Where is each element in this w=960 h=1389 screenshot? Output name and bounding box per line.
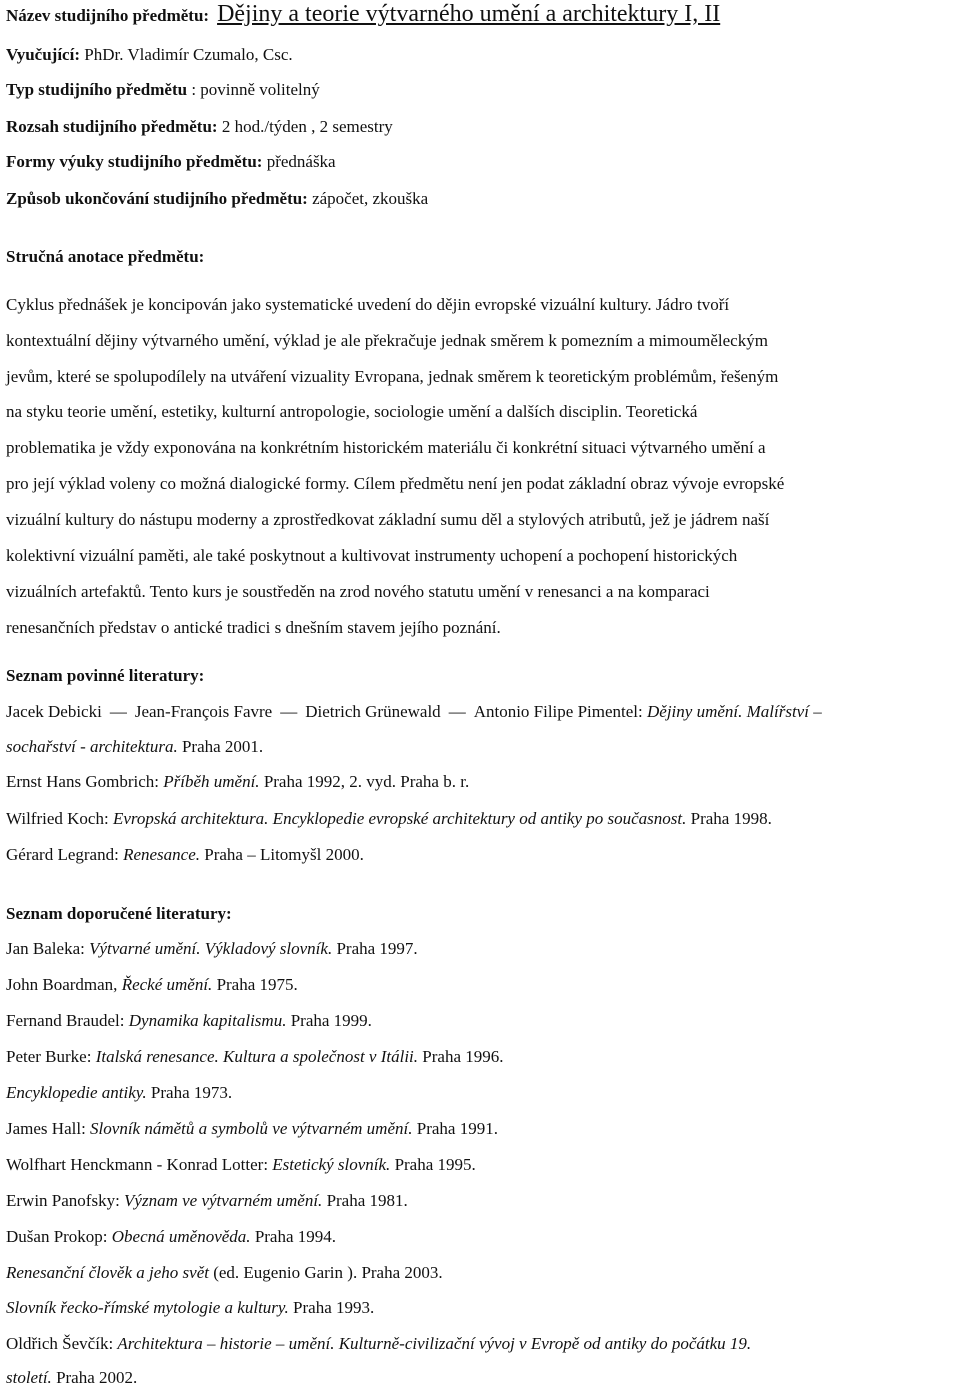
recommended-literature-heading: Seznam doporučené literatury:	[6, 904, 232, 923]
book-title: století.	[6, 1368, 52, 1387]
recommended-entry	[6, 1047, 956, 1067]
author: Ernst Hans Gombrich:	[6, 772, 159, 791]
recommended-entry	[6, 1227, 956, 1247]
course-name-row	[6, 1, 956, 27]
completion-row	[6, 189, 956, 209]
author: Wolfhart Henckmann - Konrad Lotter:	[6, 1155, 269, 1174]
recommended-entry	[6, 1263, 956, 1283]
recommended-entry	[6, 1011, 956, 1031]
recommended-entry	[6, 1191, 956, 1211]
annotation-line: pro její výklad voleny co možná dialogické formy. Cílem předmětu není jen podat základní obraz vývoje evropské	[6, 474, 785, 493]
publication: Praha 1999.	[290, 1011, 372, 1030]
author: John Boardman,	[6, 975, 118, 994]
book-title: Evropská architektura. Encyklopedie evropské architektury od antiky po současnost.	[112, 809, 687, 828]
author: Gérard Legrand:	[6, 845, 119, 864]
required-literature-heading: Seznam povinné literatury:	[6, 666, 205, 685]
publication: (ed. Eugenio Garin ). Praha 2003.	[213, 1263, 443, 1282]
author: Jean-François Favre	[134, 702, 273, 721]
publication: Litomyšl 2000.	[259, 845, 364, 864]
publication: Praha 1993.	[293, 1298, 375, 1317]
em-dash: —	[109, 702, 127, 721]
teacher-row	[6, 45, 956, 65]
publication: Praha 1991.	[416, 1119, 498, 1138]
em-dash: –	[813, 702, 822, 721]
required-entry-3	[6, 809, 956, 829]
recommended-entry	[6, 1298, 956, 1318]
completion-value: zápočet, zkouška	[312, 189, 429, 208]
publication: Praha 1994.	[254, 1227, 337, 1246]
completion-label: Způsob ukončování studijního předmětu:	[6, 189, 308, 208]
author: Oldřich Ševčík:	[6, 1334, 114, 1353]
publication: Praha 1998.	[690, 809, 772, 828]
author: Jan Baleka:	[6, 939, 85, 958]
en-dash: –	[206, 1334, 216, 1353]
author: Fernand Braudel:	[6, 1011, 125, 1030]
publication: Praha 1995.	[394, 1155, 476, 1174]
book-title: Estetický slovník.	[272, 1155, 391, 1174]
recommended-entry	[6, 1334, 956, 1354]
em-dash: –	[247, 845, 256, 864]
annotation-line: Cyklus přednášek je koncipován jako systematické uvedení do dějin evropské vizuální kultury. Jádro tvoří	[6, 295, 730, 314]
annotation-line: problematika je vždy exponována na konkrétním historickém materiálu či konkrétní situaci výtvarného umění a	[6, 438, 766, 457]
annotation-line: jevům, které se spolupodílely na utváření vizuality Evropana, jednak směrem k teoretickým problémům, řešeným	[6, 367, 779, 386]
required-entry-2	[6, 772, 956, 792]
publication: Praha	[204, 845, 243, 864]
recommended-entry-cont	[6, 1368, 956, 1388]
author: Dušan Prokop:	[6, 1227, 108, 1246]
annotation-heading: Stručná anotace předmětu:	[6, 247, 205, 266]
book-title: sochařství - architektura.	[6, 737, 178, 756]
author: Jacek Debicki	[6, 702, 102, 721]
annotation-line: na styku teorie umění, estetiky, kulturní antropologie, sociologie umění a dalších disciplin. Teoretická	[6, 402, 698, 421]
annotation-line: vizuálních artefaktů. Tento kurs je soustředěn na zrod nového statutu umění v renesanci a na komparaci	[6, 582, 710, 601]
book-title: Italská renesance. Kultura a společnost v Itálii.	[95, 1047, 419, 1066]
publication: Praha 1992, 2. vyd. Praha b. r.	[263, 772, 470, 791]
author: Erwin Panofsky:	[6, 1191, 120, 1210]
publication: Praha 1997.	[336, 939, 418, 958]
book-title: Encyklopedie antiky.	[6, 1083, 147, 1102]
annotation-line: kolektivní vizuální paměti, ale také poskytnout a kultivovat instrumenty uchopení a pochopení historických	[6, 546, 738, 565]
annotation-line: vizuální kultury do nástupu moderny a zprostředkovat základní sumu děl a stylových atributů, jež je jádrem naší	[6, 510, 770, 529]
publication: Praha 1975.	[216, 975, 298, 994]
author: Dietrich Grünewald	[305, 702, 441, 721]
scope-value: 2 hod./týden , 2 semestry	[221, 117, 393, 136]
book-title: Význam ve výtvarném umění.	[124, 1191, 323, 1210]
book-title: historie	[219, 1334, 272, 1353]
teacher-label: Vyučující:	[6, 45, 80, 64]
scope-row	[6, 117, 956, 137]
type-value: : povinně volitelný	[191, 80, 320, 99]
book-title: Renesanční člověk a jeho svět	[6, 1263, 209, 1282]
recommended-entry	[6, 1083, 956, 1103]
book-title: Dynamika kapitalismu.	[128, 1011, 287, 1030]
scope-label: Rozsah studijního předmětu:	[6, 117, 218, 136]
annotation-line: renesančních představ o antické tradici s dnešním stavem jejího poznání.	[6, 618, 501, 637]
author: Antonio Filipe Pimentel:	[473, 702, 643, 721]
required-entry-1-cont	[6, 737, 956, 757]
required-entry-4	[6, 845, 956, 865]
publication: Praha 1996.	[422, 1047, 504, 1066]
publication: Praha 2002.	[56, 1368, 138, 1387]
author: Peter Burke:	[6, 1047, 92, 1066]
forms-value: přednáška	[266, 152, 336, 171]
author: James Hall:	[6, 1119, 86, 1138]
type-label: Typ studijního předmětu	[6, 80, 188, 99]
book-title: Renesance.	[123, 845, 200, 864]
teacher-value: PhDr. Vladimír Czumalo, Csc.	[84, 45, 293, 64]
required-entry-1	[6, 702, 956, 722]
book-title: Řecké umění.	[121, 975, 213, 994]
em-dash: —	[280, 702, 298, 721]
publication: Praha 1981.	[326, 1191, 408, 1210]
book-title: umění. Kulturně-civilizační vývoj v Evropě od antiky do počátku 19.	[288, 1334, 752, 1353]
forms-label: Formy výuky studijního předmětu:	[6, 152, 263, 171]
recommended-entry	[6, 975, 956, 995]
publication: Praha 2001.	[181, 737, 264, 756]
forms-row	[6, 152, 956, 172]
recommended-entry	[6, 939, 956, 959]
recommended-entry	[6, 1155, 956, 1175]
em-dash: —	[448, 702, 466, 721]
author: Wilfried Koch:	[6, 809, 109, 828]
book-title: Architektura	[117, 1334, 203, 1353]
book-title: Příběh umění.	[163, 772, 260, 791]
book-title: Slovník námětů a symbolů ve výtvarném umění.	[90, 1119, 413, 1138]
book-title: Obecná uměnověda.	[111, 1227, 251, 1246]
type-row	[6, 80, 956, 100]
publication: Praha 1973.	[150, 1083, 233, 1102]
recommended-entry	[6, 1119, 956, 1139]
course-name-label: Název studijního předmětu:	[6, 6, 210, 25]
book-title: Slovník řecko-římské mytologie a kultury.	[6, 1298, 289, 1317]
book-title: Výtvarné umění. Výkladový slovník.	[89, 939, 333, 958]
course-name-value: Dějiny a teorie výtvarného umění a architektury I, II	[217, 1, 721, 27]
en-dash: –	[275, 1334, 285, 1353]
annotation-line: kontextuální dějiny výtvarného umění, výklad je ale překračuje jednak směrem k pomezním a mimouměleckým	[6, 331, 768, 350]
book-title: Dějiny umění. Malířství	[647, 702, 809, 721]
